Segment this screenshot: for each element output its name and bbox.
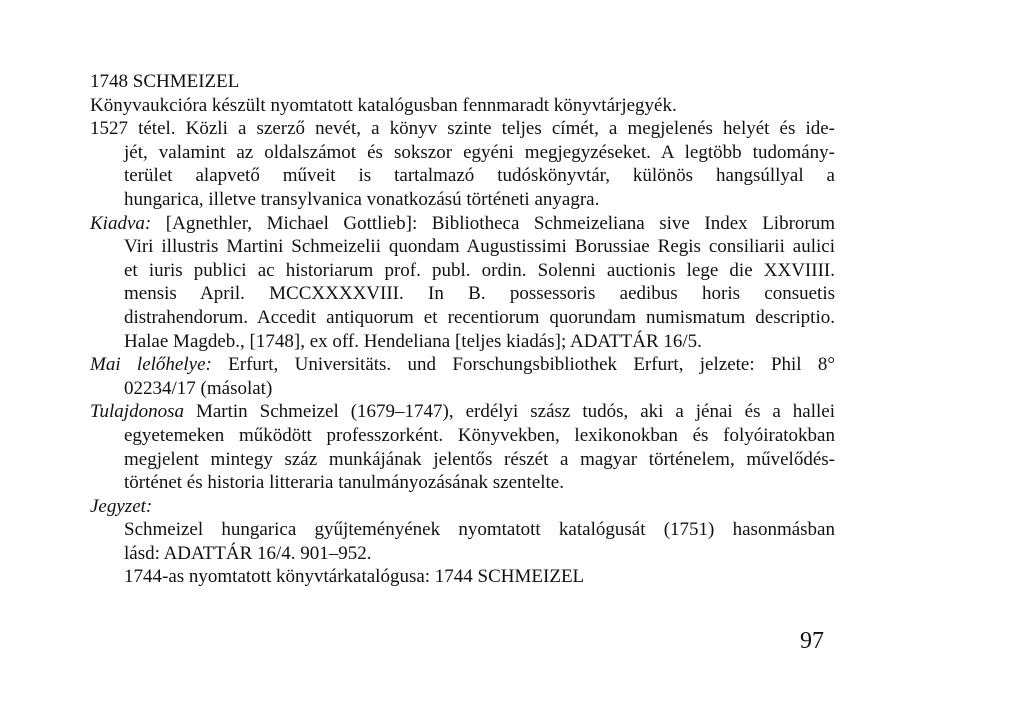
published-label: Kiadva: [90,212,152,234]
summary-line: jét, valamint az oldalszámot és sokszor egyéni megjegyzéseket. A legtöbb tudomány- [124,141,835,163]
location-section [90,353,835,400]
owner-section [90,400,835,494]
owner-line: megjelent mintegy száz munkájának jelentős részét a magyar történelem, művelődés- [124,448,835,470]
published-line: [Agnethler, Michael Gottlieb]: Bibliotheca Schmeizeliana sive Index Librorum [165,212,836,234]
published-section [90,212,835,354]
summary-line: hungarica, illetve transylvanica vonatkozású történeti anyagra. [124,188,600,210]
location-line: Erfurt, Universitäts. und Forschungsbibliothek Erfurt, jelzete: Phil 8° [228,354,835,376]
published-line: mensis April. MCCXXXXVIII. In B. possessoris aedibus horis consuetis [124,283,835,305]
published-line: et iuris publici ac historiarum prof. publ. ordin. Solenni auctionis lege die XXVIIII. [124,259,835,281]
owner-line: egyetemeken működött professzorként. Könyvekben, lexikonokban és folyóiratokban [124,424,835,446]
notes-section [90,495,835,589]
summary-line: 1527 tétel. Közli a szerző nevét, a könyv szinte teljes címét, a megjelenés helyét és ide- [90,118,835,140]
entry-summary [90,117,835,211]
entry-description: Könyvaukcióra készült nyomtatott katalógusban fennmaradt könyvtárjegyék. [90,94,677,116]
location-line: 02234/17 (másolat) [124,377,273,399]
owner-line: történet és historia litteraria tanulmányozásának szentelte. [124,472,564,494]
published-line: Halae Magdeb., [1748], ex off. Hendeliana [teljes kiadás]; ADATTÁR 16/5. [124,330,702,352]
entry-title: 1748 SCHMEIZEL [90,71,240,92]
published-line: Viri illustris Martini Schmeizelii quondam Augustissimi Borussiae Regis consiliarii aulici [124,236,835,258]
location-label: Mai lelőhelye: [90,354,212,376]
summary-line: terület alapvető műveit is tartalmazó tudóskönyvtár, különös hangsúllyal a [124,165,835,187]
notes-label: Jegyzet: [90,495,153,517]
owner-line: Martin Schmeizel (1679–1747), erdélyi szász tudós, aki a jénai és a hallei [195,401,836,423]
page-number: 97 [800,628,824,654]
catalog-entry [90,70,835,589]
published-line: distrahendorum. Accedit antiquorum et recentiorum quorundam numismatum descriptio. [124,306,835,328]
note-line: 1744-as nyomtatott könyvtárkatalógusa: 1744 SCHMEIZEL [124,566,585,588]
note-line: Schmeizel hungarica gyűjteményének nyomtatott katalógusát (1751) hasonmásban [124,519,835,541]
note-line: lásd: ADATTÁR 16/4. 901–952. [124,542,372,564]
owner-label: Tulajdonosa [90,401,184,423]
